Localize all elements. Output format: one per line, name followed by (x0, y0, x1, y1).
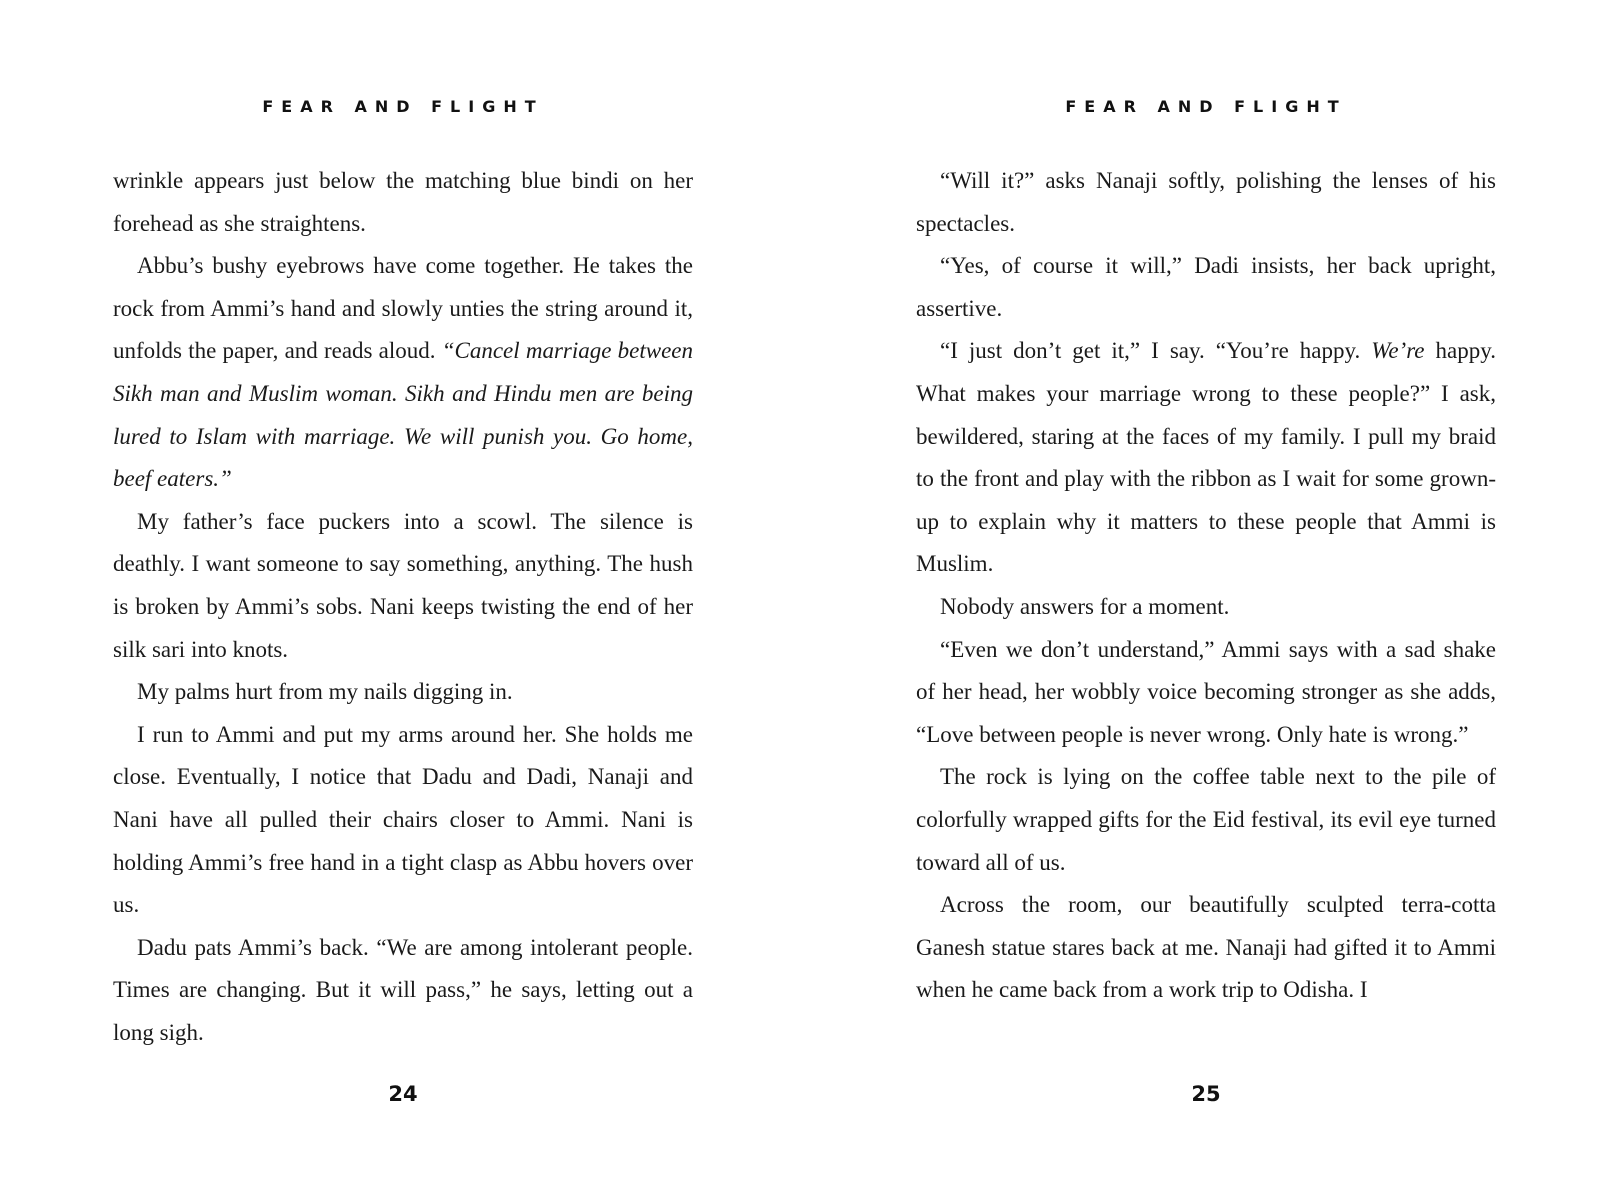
paragraph (113, 714, 693, 927)
text-run: I run to Ammi and put my arms around her. She holds me close. Eventually, I notice that Dadu and Dadi, Nanaji and Nani have all pulled their chairs closer to Ammi. Nani is holding Ammi’s free hand in a tight clasp as Abbu hovers over us. (113, 721, 693, 918)
paragraph (113, 160, 693, 245)
paragraph (916, 884, 1496, 1012)
text-run: My father’s face puckers into a scowl. The silence is deathly. I want someone to say something, anything. The hush is broken by Ammi’s sobs. Nani keeps twisting the end of her silk sari into knots. (113, 508, 693, 662)
paragraph (916, 756, 1496, 884)
body-text (916, 160, 1496, 1012)
page-number: 24 (388, 1082, 418, 1106)
text-run: “I just don’t get it,” I say. “You’re happy. (940, 338, 1372, 364)
paragraph (113, 245, 693, 501)
paragraph (916, 245, 1496, 330)
running-head: FEAR AND FLIGHT (262, 97, 544, 116)
text-run: Across the room, our beautifully sculpted terra-cotta Ganesh statue stares back at me. Nanaji had gifted it to Ammi when he came back from a work trip to Odisha. I (916, 892, 1496, 1003)
text-run: My palms hurt from my nails digging in. (137, 679, 513, 705)
paragraph (916, 330, 1496, 586)
text-run: “Will it?” asks Nanaji softly, polishing the lenses of his spectacles. (916, 168, 1496, 236)
paragraph (113, 671, 693, 714)
text-run: The rock is lying on the coffee table next to the pile of colorfully wrapped gifts for the Eid festival, its evil eye turned toward all of us. (916, 764, 1496, 875)
italic-text-run: “Cancel marriage between Sikh man and Muslim woman. Sikh and Hindu men are being lured to Islam with marriage. We will punish you. Go home, beef eaters.” (113, 338, 693, 492)
paragraph (916, 160, 1496, 245)
paragraph (113, 501, 693, 671)
text-run: Nobody answers for a moment. (940, 593, 1230, 619)
text-run: Dadu pats Ammi’s back. “We are among intolerant people. Times are changing. But it will pass,” he says, letting out a long sigh. (113, 934, 693, 1045)
paragraph (113, 927, 693, 1055)
running-head: FEAR AND FLIGHT (1065, 97, 1347, 116)
text-run: “Even we don’t understand,” Ammi says with a sad shake of her head, her wobbly voice becoming stronger as she adds, “Love between people is never wrong. Only hate is wrong.” (916, 636, 1496, 747)
italic-text-run: We’re (1371, 338, 1425, 364)
page-number: 25 (1191, 1082, 1221, 1106)
text-run: happy. What makes your marriage wrong to these people?” I ask, bewildered, staring at the faces of my family. I pull my braid to the front and play with the ribbon as I wait for some grown-up to explain why it matters to these people that Ammi is Muslim. (916, 338, 1496, 577)
text-run: wrinkle appears just below the matching blue bindi on her forehead as she straightens. (113, 168, 693, 236)
right-page (800, 0, 1600, 1200)
body-text (113, 160, 693, 1054)
paragraph (916, 586, 1496, 629)
paragraph (916, 629, 1496, 757)
text-run: Abbu’s bushy eyebrows have come together. He takes the rock from Ammi’s hand and slowly unties the string around it, unfolds the paper, and reads aloud. (113, 253, 693, 364)
text-run: “Yes, of course it will,” Dadi insists, her back upright, assertive. (916, 253, 1496, 321)
